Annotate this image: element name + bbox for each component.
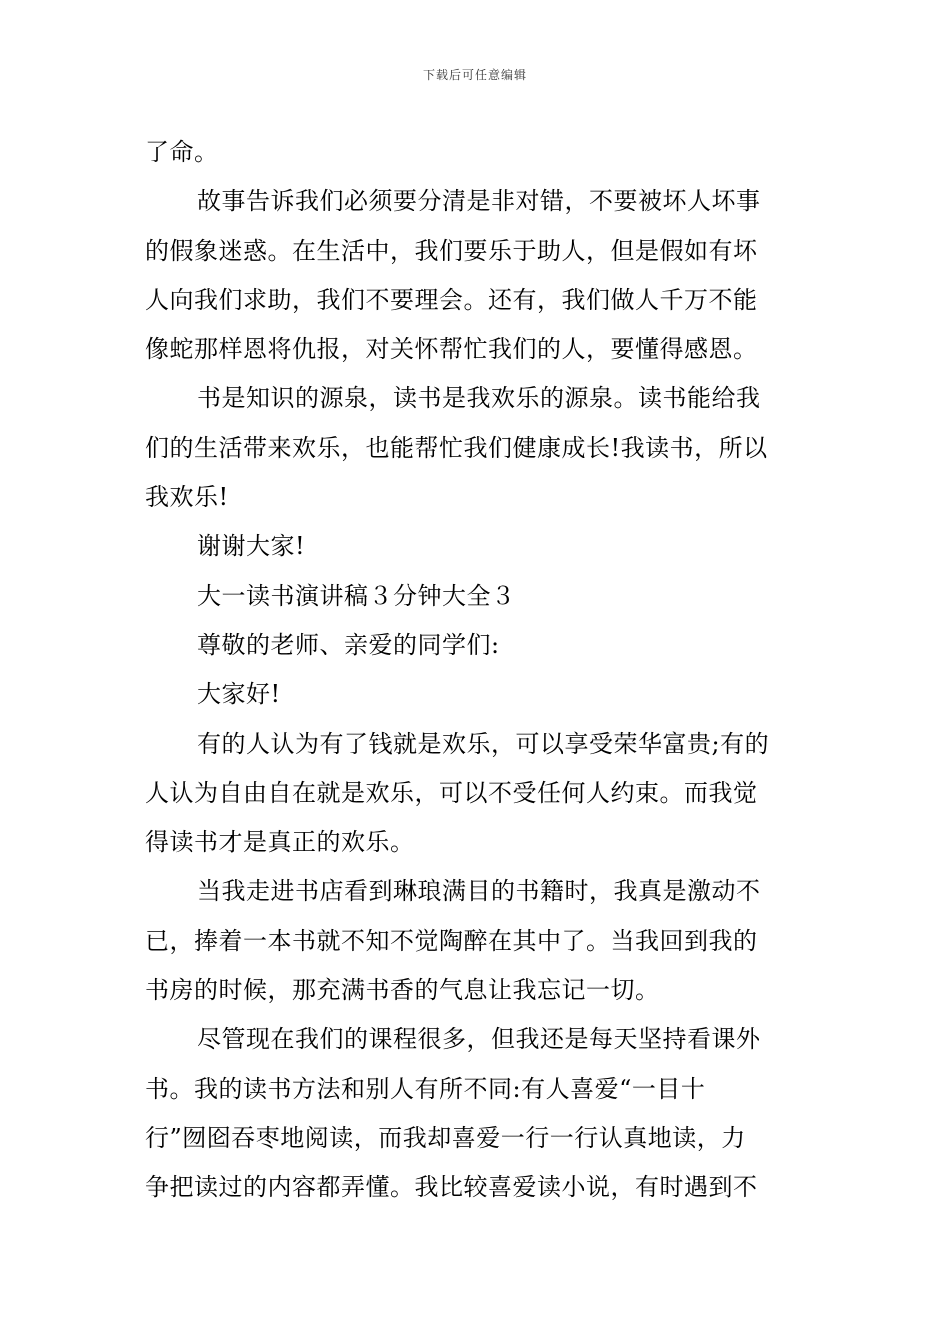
text-line: 我欢乐! <box>145 483 229 512</box>
salutation: 尊敬的老师、亲爱的同学们: <box>197 630 500 659</box>
text-line: 尽管现在我们的课程很多，但我还是每天坚持看课外 <box>197 1025 761 1054</box>
section-title: 大一读书演讲稿３分钟大全３ <box>197 581 516 610</box>
text-line: 行”囫囵吞枣地阅读，而我却喜爱一行一行认真地读，力 <box>145 1123 746 1152</box>
text-line: 得读书才是真正的欢乐。 <box>145 828 415 857</box>
text-line: 像蛇那样恩将仇报，对关怀帮忙我们的人，要懂得感恩。 <box>145 335 758 364</box>
text-line: 谢谢大家! <box>197 532 306 561</box>
text-line: 书房的时候，那充满书香的气息让我忘记一切。 <box>145 976 660 1005</box>
text-line: 人向我们求助，我们不要理会。还有，我们做人千万不能 <box>145 285 758 314</box>
text-line: 故事告诉我们必须要分清是非对错，不要被坏人坏事 <box>197 187 761 216</box>
page-header: 下载后可任意编辑 <box>422 68 527 82</box>
text-line: 当我走进书店看到琳琅满目的书籍时，我真是激动不 <box>197 877 761 906</box>
text-line: 人认为自由自在就是欢乐，可以不受任何人约束。而我觉 <box>145 778 758 807</box>
text-line: 已，捧着一本书就不知不觉陶醉在其中了。当我回到我的 <box>145 926 758 955</box>
text-line: 争把读过的内容都弄懂。我比较喜爱读小说，有时遇到不 <box>145 1173 758 1202</box>
document-body <box>145 128 807 1213</box>
text-line: 的假象迷惑。在生活中，我们要乐于助人，但是假如有坏 <box>145 236 758 265</box>
text-line: 书是知识的源泉，读书是我欢乐的源泉。读书能给我 <box>197 384 761 413</box>
text-line: 有的人认为有了钱就是欢乐，可以享受荣华富贵;有的 <box>197 729 770 758</box>
text-line: 了命。 <box>145 138 219 166</box>
text-line: 们的生活带来欢乐，也能帮忙我们健康成长!我读书，所以 <box>145 433 768 462</box>
greeting: 大家好! <box>197 680 281 709</box>
text-line: 书。我的读书方法和别人有所不同:有人喜爱“一目十 <box>145 1074 706 1103</box>
